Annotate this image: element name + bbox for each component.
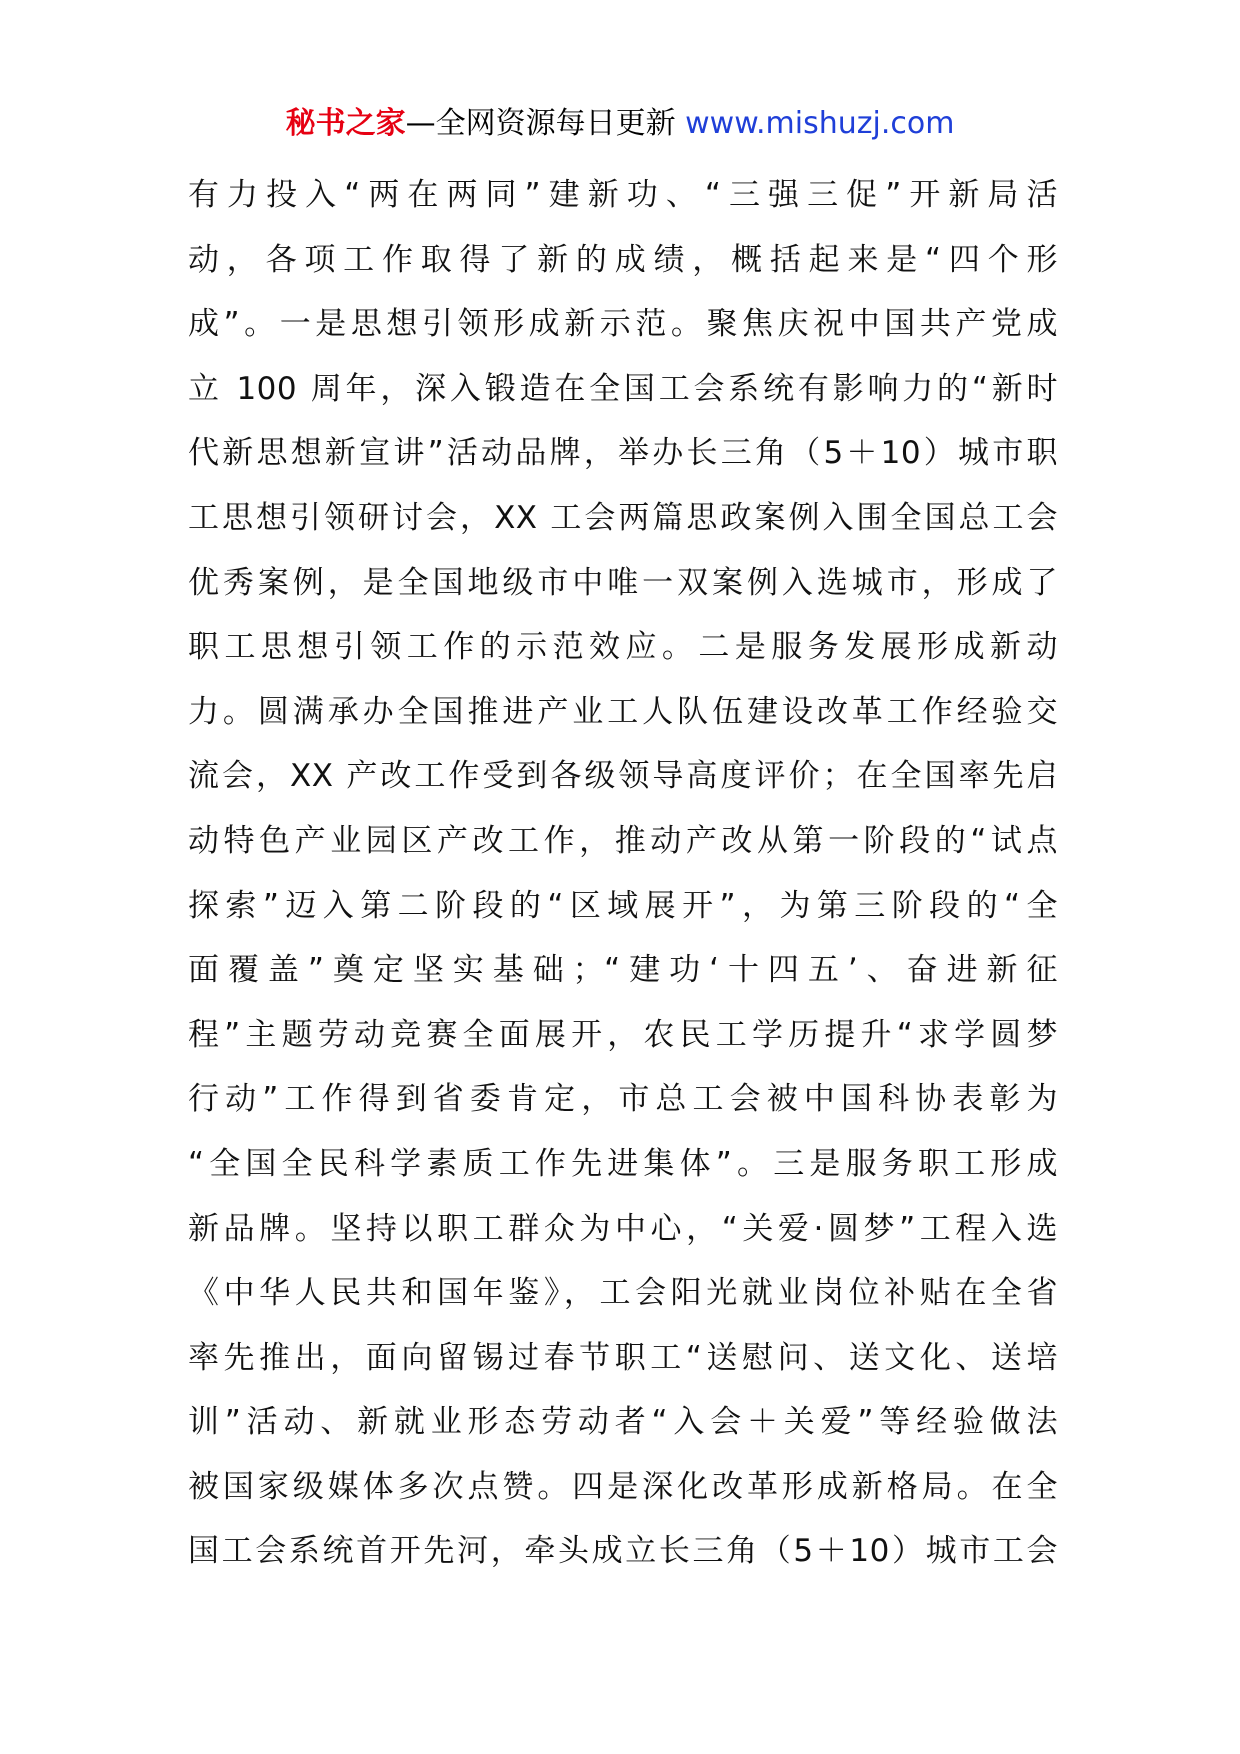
text-line: 率先推出，面向留锡过春节职工“送慰问、送文化、送培: [188, 1339, 1058, 1376]
text-line: 训”活动、新就业形态劳动者“入会＋关爱”等经验做法: [188, 1404, 1058, 1441]
site-tagline: —全网资源每日更新: [405, 106, 676, 141]
text-line: 有力投入“两在两同”建新功、“三强三促”开新局活: [188, 177, 1058, 213]
text-line: 动，各项工作取得了新的成绩，概括起来是“四个形: [188, 241, 1058, 278]
page-header: [0, 104, 1240, 144]
text-line: 成”。一是思想引领形成新示范。聚焦庆祝中国共产党成: [188, 306, 1058, 343]
site-url-link[interactable]: www.mishuzj.com: [685, 106, 955, 141]
site-brand-name: 秘书之家: [285, 106, 406, 141]
text-line: 新品牌。坚持以职工群众为中心，“关爱·圆梦”工程入选: [188, 1210, 1058, 1247]
text-line: 国工会系统首开先河，牵头成立长三角（5＋10）城市工会: [188, 1533, 1058, 1570]
text-line: 力。圆满承办全国推进产业工人队伍建设改革工作经验交: [188, 693, 1058, 730]
text-line: “全国全民科学素质工作先进集体”。三是服务职工形成: [188, 1145, 1058, 1182]
text-line: 优秀案例，是全国地级市中唯一双案例入选城市，形成了: [188, 564, 1058, 601]
text-line: 工思想引领研讨会，XX 工会两篇思政案例入围全国总工会: [188, 499, 1058, 536]
text-line: 《中华人民共和国年鉴》，工会阳光就业岗位补贴在全省: [188, 1275, 1058, 1312]
text-line: 行动”工作得到省委肯定，市总工会被中国科协表彰为: [188, 1081, 1058, 1118]
text-line: 立 100 周年，深入锻造在全国工会系统有影响力的“新时: [188, 370, 1058, 407]
text-line: 面覆盖”奠定坚实基础；“建功‘十四五’、奋进新征: [188, 952, 1058, 989]
text-line: 代新思想新宣讲”活动品牌，举办长三角（5＋10）城市职: [188, 435, 1058, 472]
document-body: [188, 163, 1058, 1584]
text-line: 动特色产业园区产改工作，推动产改从第一阶段的“试点: [188, 822, 1058, 859]
text-line: 流会，XX 产改工作受到各级领导高度评价；在全国率先启: [188, 758, 1058, 795]
text-line: 程”主题劳动竞赛全面展开，农民工学历提升“求学圆梦: [188, 1016, 1058, 1053]
text-line: 探索”迈入第二阶段的“区域展开”，为第三阶段的“全: [188, 887, 1058, 924]
text-line: 被国家级媒体多次点赞。四是深化改革形成新格局。在全: [188, 1468, 1058, 1505]
text-line: 职工思想引领工作的示范效应。二是服务发展形成新动: [188, 629, 1058, 666]
